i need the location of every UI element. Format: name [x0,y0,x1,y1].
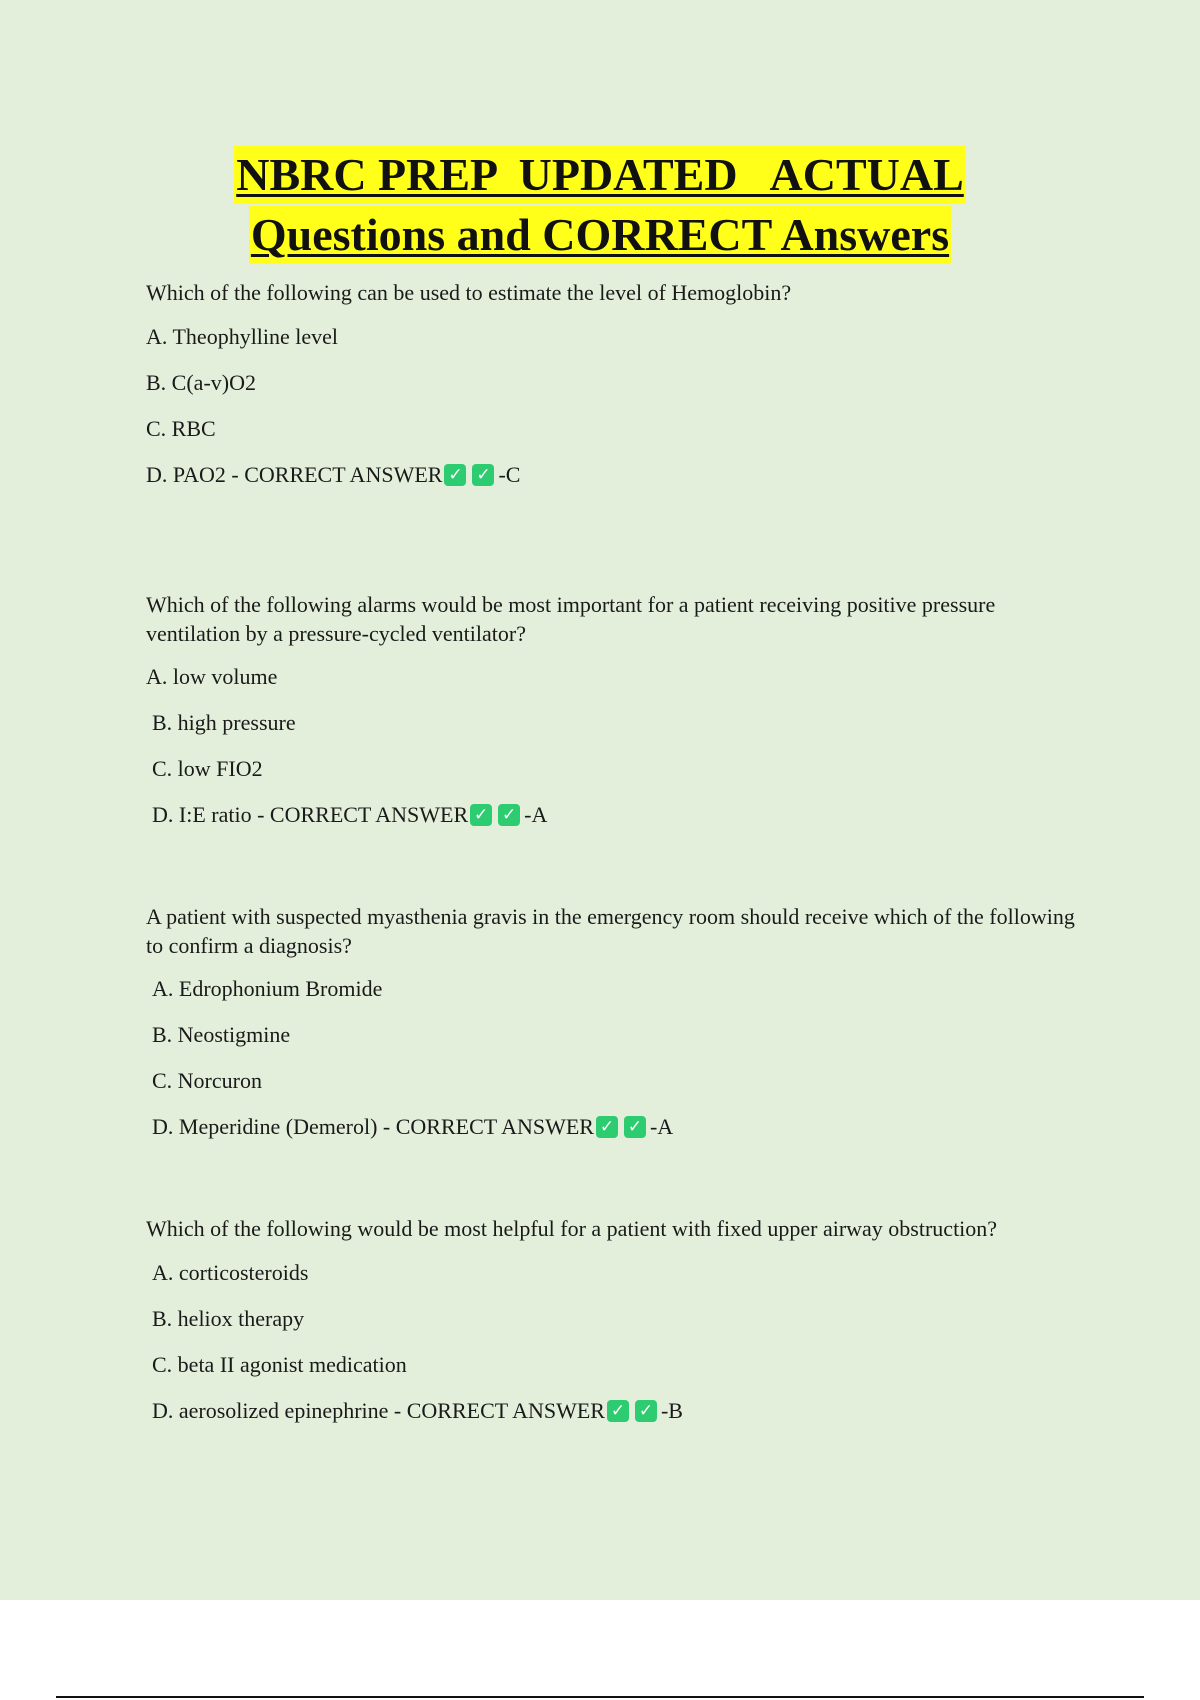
check-mark-icon: ✓ [607,1400,629,1422]
check-mark-icon: ✓ [472,464,494,486]
question-4 [146,1214,1086,1426]
answer-line [146,800,1086,830]
correct-answer: -C [498,462,521,487]
correct-answer: -A [649,1114,674,1139]
correct-answer: -A [524,802,548,827]
question-text: Which of the following can be used to estimate the level of Hemoglobin? [146,280,792,305]
correct-answer: -B [660,1398,683,1423]
question-text: Which of the following would be most helpful for a patient with fixed upper airway obstruction? [146,1216,998,1241]
question-1 [146,278,1086,590]
answer-line [146,460,1086,490]
question-text: A patient with suspected myasthenia gravis in the emergency room should receive which of the following to confirm a diagnosis? [146,904,1075,958]
option-d: D. PAO2 - CORRECT ANSWER [146,462,443,487]
question-2 [146,590,1086,902]
answer-line [146,1112,1086,1142]
option-c: C. Norcuron [152,1068,262,1093]
title-line-2: Questions and CORRECT Answers [249,206,951,264]
question-list [146,278,1086,1426]
option-a: A. Edrophonium Bromide [152,976,383,1001]
check-mark-icon: ✓ [596,1116,618,1138]
question-text: Which of the following alarms would be most important for a patient receiving positive pressure ventilation by a pressure-cycled ventilator? [146,592,996,646]
option-b: B. C(a-v)O2 [146,370,256,395]
title-line-1: NBRC PREP UPDATED ACTUAL [234,146,966,204]
check-mark-icon: ✓ [498,804,520,826]
option-b: B. heliox therapy [152,1306,305,1331]
option-d: D. I:E ratio - CORRECT ANSWER [152,802,469,827]
check-mark-icon: ✓ [624,1116,646,1138]
check-mark-icon: ✓ [444,464,466,486]
option-b: B. Neostigmine [152,1022,291,1047]
option-b: B. high pressure [152,710,296,735]
option-c: C. RBC [146,416,216,441]
option-d: D. Meperidine (Demerol) - CORRECT ANSWER [152,1114,594,1139]
question-3 [146,902,1086,1214]
option-c: C. beta II agonist medication [152,1352,407,1377]
option-a: A. corticosteroids [152,1260,309,1285]
document-title [0,146,1200,266]
option-c: C. low FIO2 [152,756,263,781]
check-mark-icon: ✓ [635,1400,657,1422]
option-d: D. aerosolized epinephrine - CORRECT ANSWER [152,1398,605,1423]
check-mark-icon: ✓ [470,804,492,826]
option-a: A. low volume [146,664,278,689]
footer-divider [56,1696,1144,1698]
option-a: A. Theophylline level [146,324,339,349]
answer-line [146,1396,1086,1426]
